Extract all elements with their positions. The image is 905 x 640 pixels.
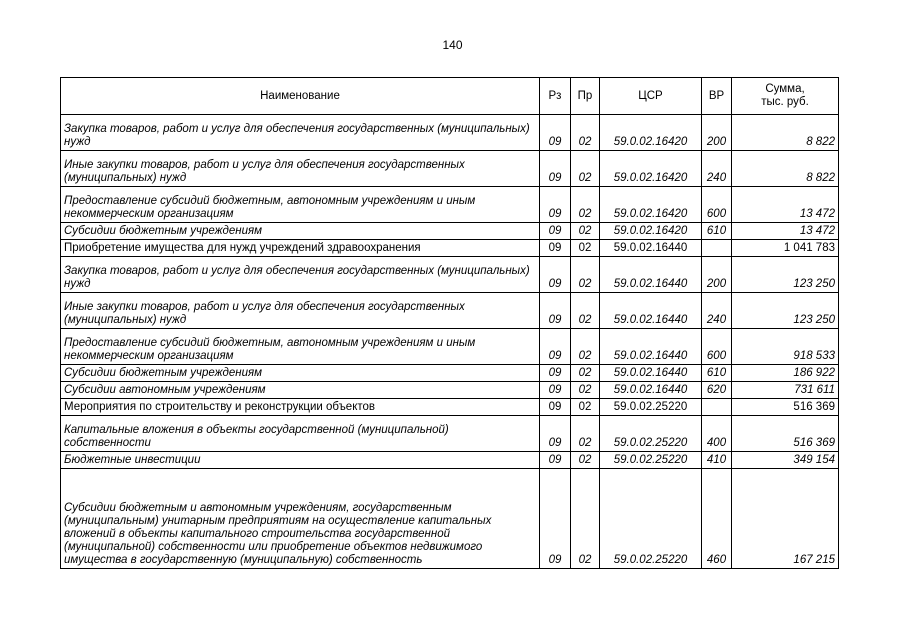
header-rz: Рз: [540, 78, 571, 115]
row-rz-cell: 09: [540, 293, 571, 329]
table-row: [61, 293, 839, 329]
table-row: [61, 329, 839, 365]
header-pr: Пр: [571, 78, 600, 115]
row-vr-cell: 240: [702, 293, 732, 329]
row-pr-cell: 02: [571, 151, 600, 187]
row-name-cell: Капитальные вложения в объекты государственной (муниципальной) собственности: [61, 416, 540, 452]
row-name-cell: Приобретение имущества для нужд учреждений здравоохранения: [61, 240, 540, 257]
row-rz-cell: 09: [540, 115, 571, 151]
row-csr-cell: 59.0.02.16420: [600, 187, 702, 223]
row-name-cell: Закупка товаров, работ и услуг для обеспечения государственных (муниципальных) нужд: [61, 115, 540, 151]
row-sum-cell: 516 369: [732, 399, 839, 416]
row-name-cell: Субсидии бюджетным учреждениям: [61, 223, 540, 240]
table-row: [61, 257, 839, 293]
row-pr-cell: 02: [571, 240, 600, 257]
row-sum-cell: 123 250: [732, 257, 839, 293]
row-pr-cell: 02: [571, 115, 600, 151]
row-name-cell: Субсидии автономным учреждениям: [61, 382, 540, 399]
row-sum-cell: 918 533: [732, 329, 839, 365]
table-header-row: [61, 78, 839, 115]
row-csr-cell: 59.0.02.25220: [600, 452, 702, 469]
table-row: [61, 399, 839, 416]
header-sum-line1: Сумма,: [765, 83, 805, 95]
row-vr-cell: 410: [702, 452, 732, 469]
row-pr-cell: 02: [571, 399, 600, 416]
row-vr-cell: 620: [702, 382, 732, 399]
row-sum-cell: 13 472: [732, 223, 839, 240]
row-sum-cell: 1 041 783: [732, 240, 839, 257]
row-pr-cell: 02: [571, 469, 600, 569]
row-rz-cell: 09: [540, 469, 571, 569]
table-row: [61, 151, 839, 187]
row-pr-cell: 02: [571, 452, 600, 469]
header-sum-line2: тыс. руб.: [761, 96, 809, 108]
row-csr-cell: 59.0.02.16440: [600, 382, 702, 399]
row-csr-cell: 59.0.02.16440: [600, 240, 702, 257]
row-rz-cell: 09: [540, 416, 571, 452]
row-vr-cell: 240: [702, 151, 732, 187]
row-pr-cell: 02: [571, 329, 600, 365]
header-sum: [732, 78, 839, 115]
row-sum-cell: 349 154: [732, 452, 839, 469]
row-vr-cell: [702, 240, 732, 257]
row-vr-cell: 600: [702, 187, 732, 223]
row-name-cell: Закупка товаров, работ и услуг для обеспечения государственных (муниципальных) нужд: [61, 257, 540, 293]
row-vr-cell: 460: [702, 469, 732, 569]
row-name-cell: Иные закупки товаров, работ и услуг для обеспечения государственных (муниципальных) нужд: [61, 151, 540, 187]
row-csr-cell: 59.0.02.25220: [600, 469, 702, 569]
row-vr-cell: 400: [702, 416, 732, 452]
row-csr-cell: 59.0.02.16420: [600, 151, 702, 187]
row-vr-cell: 610: [702, 223, 732, 240]
row-pr-cell: 02: [571, 365, 600, 382]
row-vr-cell: 600: [702, 329, 732, 365]
page-number: 140: [442, 38, 463, 52]
budget-table: [60, 77, 839, 569]
row-sum-cell: 186 922: [732, 365, 839, 382]
row-sum-cell: 8 822: [732, 151, 839, 187]
row-rz-cell: 09: [540, 382, 571, 399]
row-csr-cell: 59.0.02.16420: [600, 115, 702, 151]
row-rz-cell: 09: [540, 151, 571, 187]
row-name-cell: Субсидии бюджетным учреждениям: [61, 365, 540, 382]
row-rz-cell: 09: [540, 257, 571, 293]
table-row: [61, 115, 839, 151]
table-row: [61, 469, 839, 569]
row-name-cell: Мероприятия по строительству и реконструкции объектов: [61, 399, 540, 416]
table-row: [61, 187, 839, 223]
row-sum-cell: 8 822: [732, 115, 839, 151]
table-row: [61, 365, 839, 382]
table-row: [61, 223, 839, 240]
table-row: [61, 240, 839, 257]
row-name-cell: Иные закупки товаров, работ и услуг для обеспечения государственных (муниципальных) нужд: [61, 293, 540, 329]
row-name-cell: Субсидии бюджетным и автономным учреждениям, государственным (муниципальным) унитарным предприятиям на осуществление капитальных вложений в объекты капитального строительства государственной (муниципальной) собственности или приобретение объектов недвижимого имущества в государственную (муниципальную) собственность: [61, 469, 540, 569]
table-row: [61, 416, 839, 452]
row-rz-cell: 09: [540, 240, 571, 257]
row-name-cell: Предоставление субсидий бюджетным, автономным учреждениям и иным некоммерческим организациям: [61, 187, 540, 223]
row-csr-cell: 59.0.02.25220: [600, 416, 702, 452]
row-pr-cell: 02: [571, 293, 600, 329]
row-rz-cell: 09: [540, 365, 571, 382]
row-rz-cell: 09: [540, 399, 571, 416]
row-rz-cell: 09: [540, 223, 571, 240]
row-vr-cell: 200: [702, 115, 732, 151]
row-rz-cell: 09: [540, 329, 571, 365]
row-name-cell: Бюджетные инвестиции: [61, 452, 540, 469]
row-sum-cell: 731 611: [732, 382, 839, 399]
row-pr-cell: 02: [571, 416, 600, 452]
row-csr-cell: 59.0.02.16440: [600, 365, 702, 382]
row-pr-cell: 02: [571, 223, 600, 240]
row-csr-cell: 59.0.02.16440: [600, 293, 702, 329]
row-vr-cell: 200: [702, 257, 732, 293]
row-vr-cell: 610: [702, 365, 732, 382]
row-sum-cell: 516 369: [732, 416, 839, 452]
table-row: [61, 452, 839, 469]
row-pr-cell: 02: [571, 382, 600, 399]
header-name: Наименование: [61, 78, 540, 115]
row-rz-cell: 09: [540, 187, 571, 223]
row-sum-cell: 123 250: [732, 293, 839, 329]
row-csr-cell: 59.0.02.16440: [600, 329, 702, 365]
row-sum-cell: 167 215: [732, 469, 839, 569]
row-rz-cell: 09: [540, 452, 571, 469]
row-pr-cell: 02: [571, 257, 600, 293]
row-vr-cell: [702, 399, 732, 416]
row-pr-cell: 02: [571, 187, 600, 223]
row-csr-cell: 59.0.02.25220: [600, 399, 702, 416]
header-csr: ЦСР: [600, 78, 702, 115]
table-row: [61, 382, 839, 399]
row-csr-cell: 59.0.02.16420: [600, 223, 702, 240]
row-csr-cell: 59.0.02.16440: [600, 257, 702, 293]
header-vr: ВР: [702, 78, 732, 115]
row-name-cell: Предоставление субсидий бюджетным, автономным учреждениям и иным некоммерческим организациям: [61, 329, 540, 365]
row-sum-cell: 13 472: [732, 187, 839, 223]
